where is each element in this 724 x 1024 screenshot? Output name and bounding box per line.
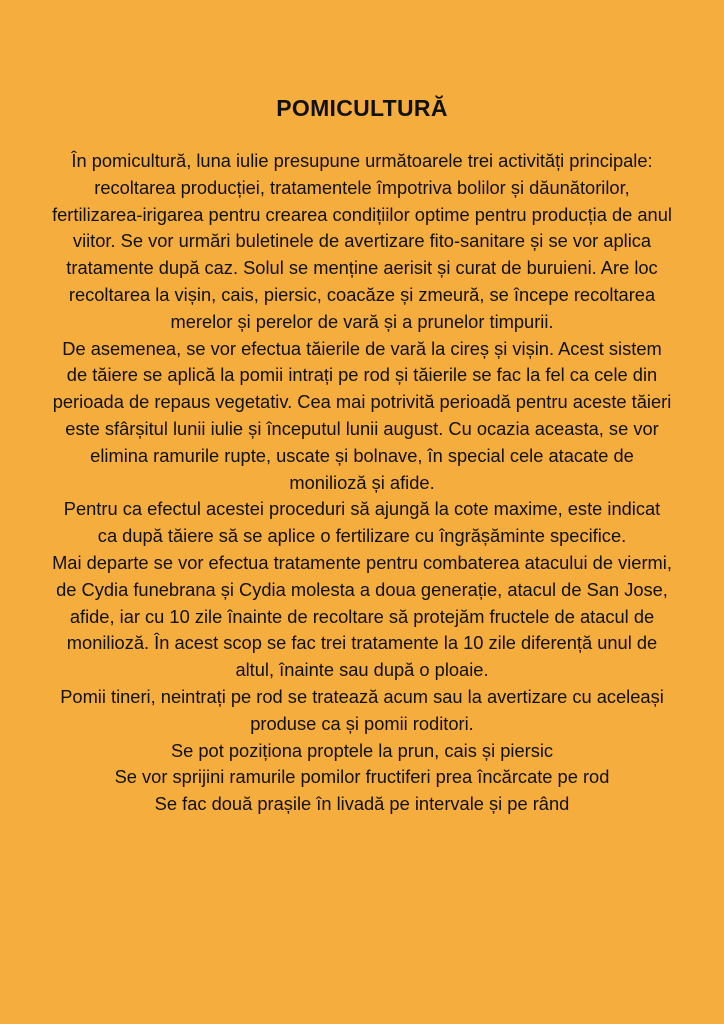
paragraph-fertilization: Pentru ca efectul acestei proceduri să ajungă la cote maxime, este indicat ca după tăiere să se aplice o fertilizare cu îngrășăminte specifice.	[63, 498, 661, 547]
paragraph-treatments: Mai departe se vor efectua tratamente pentru combaterea atacului de viermi, de Cydia funebrana și Cydia molesta a doua generație, atacul de San Jose, afide, iar cu 10 zile înainte de recoltare să protejăm fructele de atacul de monilioză. În acest scop se fac trei tratamente la 10 zile diferență unul de altul, înainte sau după o ploaie.	[52, 551, 672, 681]
body-text	[52, 148, 672, 818]
paragraph-hoeing: Se fac două prașile în livadă pe intervale și pe rând	[154, 793, 570, 815]
page-title: POMICULTURĂ	[276, 95, 448, 121]
paragraph-young-trees: Pomii tineri, neintrați pe rod se tratează acum sau la avertizare cu aceleași produse ca și pomii roditori.	[60, 685, 664, 734]
paragraph-props: Se pot poziționa proptele la prun, cais și piersic	[170, 739, 554, 761]
paragraph-july-activities: În pomicultură, luna iulie presupune următoarele trei activități principale: recoltarea producției, tratamentele împotriva bolilor și dăunătorilor, fertilizarea-irigarea pentru crearea condițiilor optime pentru producția de anul viitor. Se vor urmări buletinele de avertizare fito-sanitare și se vor aplica tratamente după caz. Solul se menține aerisit și curat de buruieni. Are loc recoltarea la vișin, cais, piersic, coacăze și zmeură, se începe recoltarea merelor și perelor de vară și a prunelor timpurii.	[52, 150, 672, 332]
paragraph-summer-pruning: De asemenea, se vor efectua tăierile de vară la cireș și vișin. Acest sistem de tăiere se aplică la pomii intrați pe rod și tăierile se fac la fel ca cele din perioada de repaus vegetativ. Cea mai potrivită perioadă pentru aceste tăieri este sfârșitul lunii iulie și începutul lunii august. Cu ocazia aceasta, se vor elimina ramurile rupte, uscate și bolnave, în special cele atacate de monilioză și afide.	[52, 337, 672, 493]
paragraph-branch-support: Se vor sprijini ramurile pomilor fructiferi prea încărcate pe rod	[114, 766, 610, 788]
